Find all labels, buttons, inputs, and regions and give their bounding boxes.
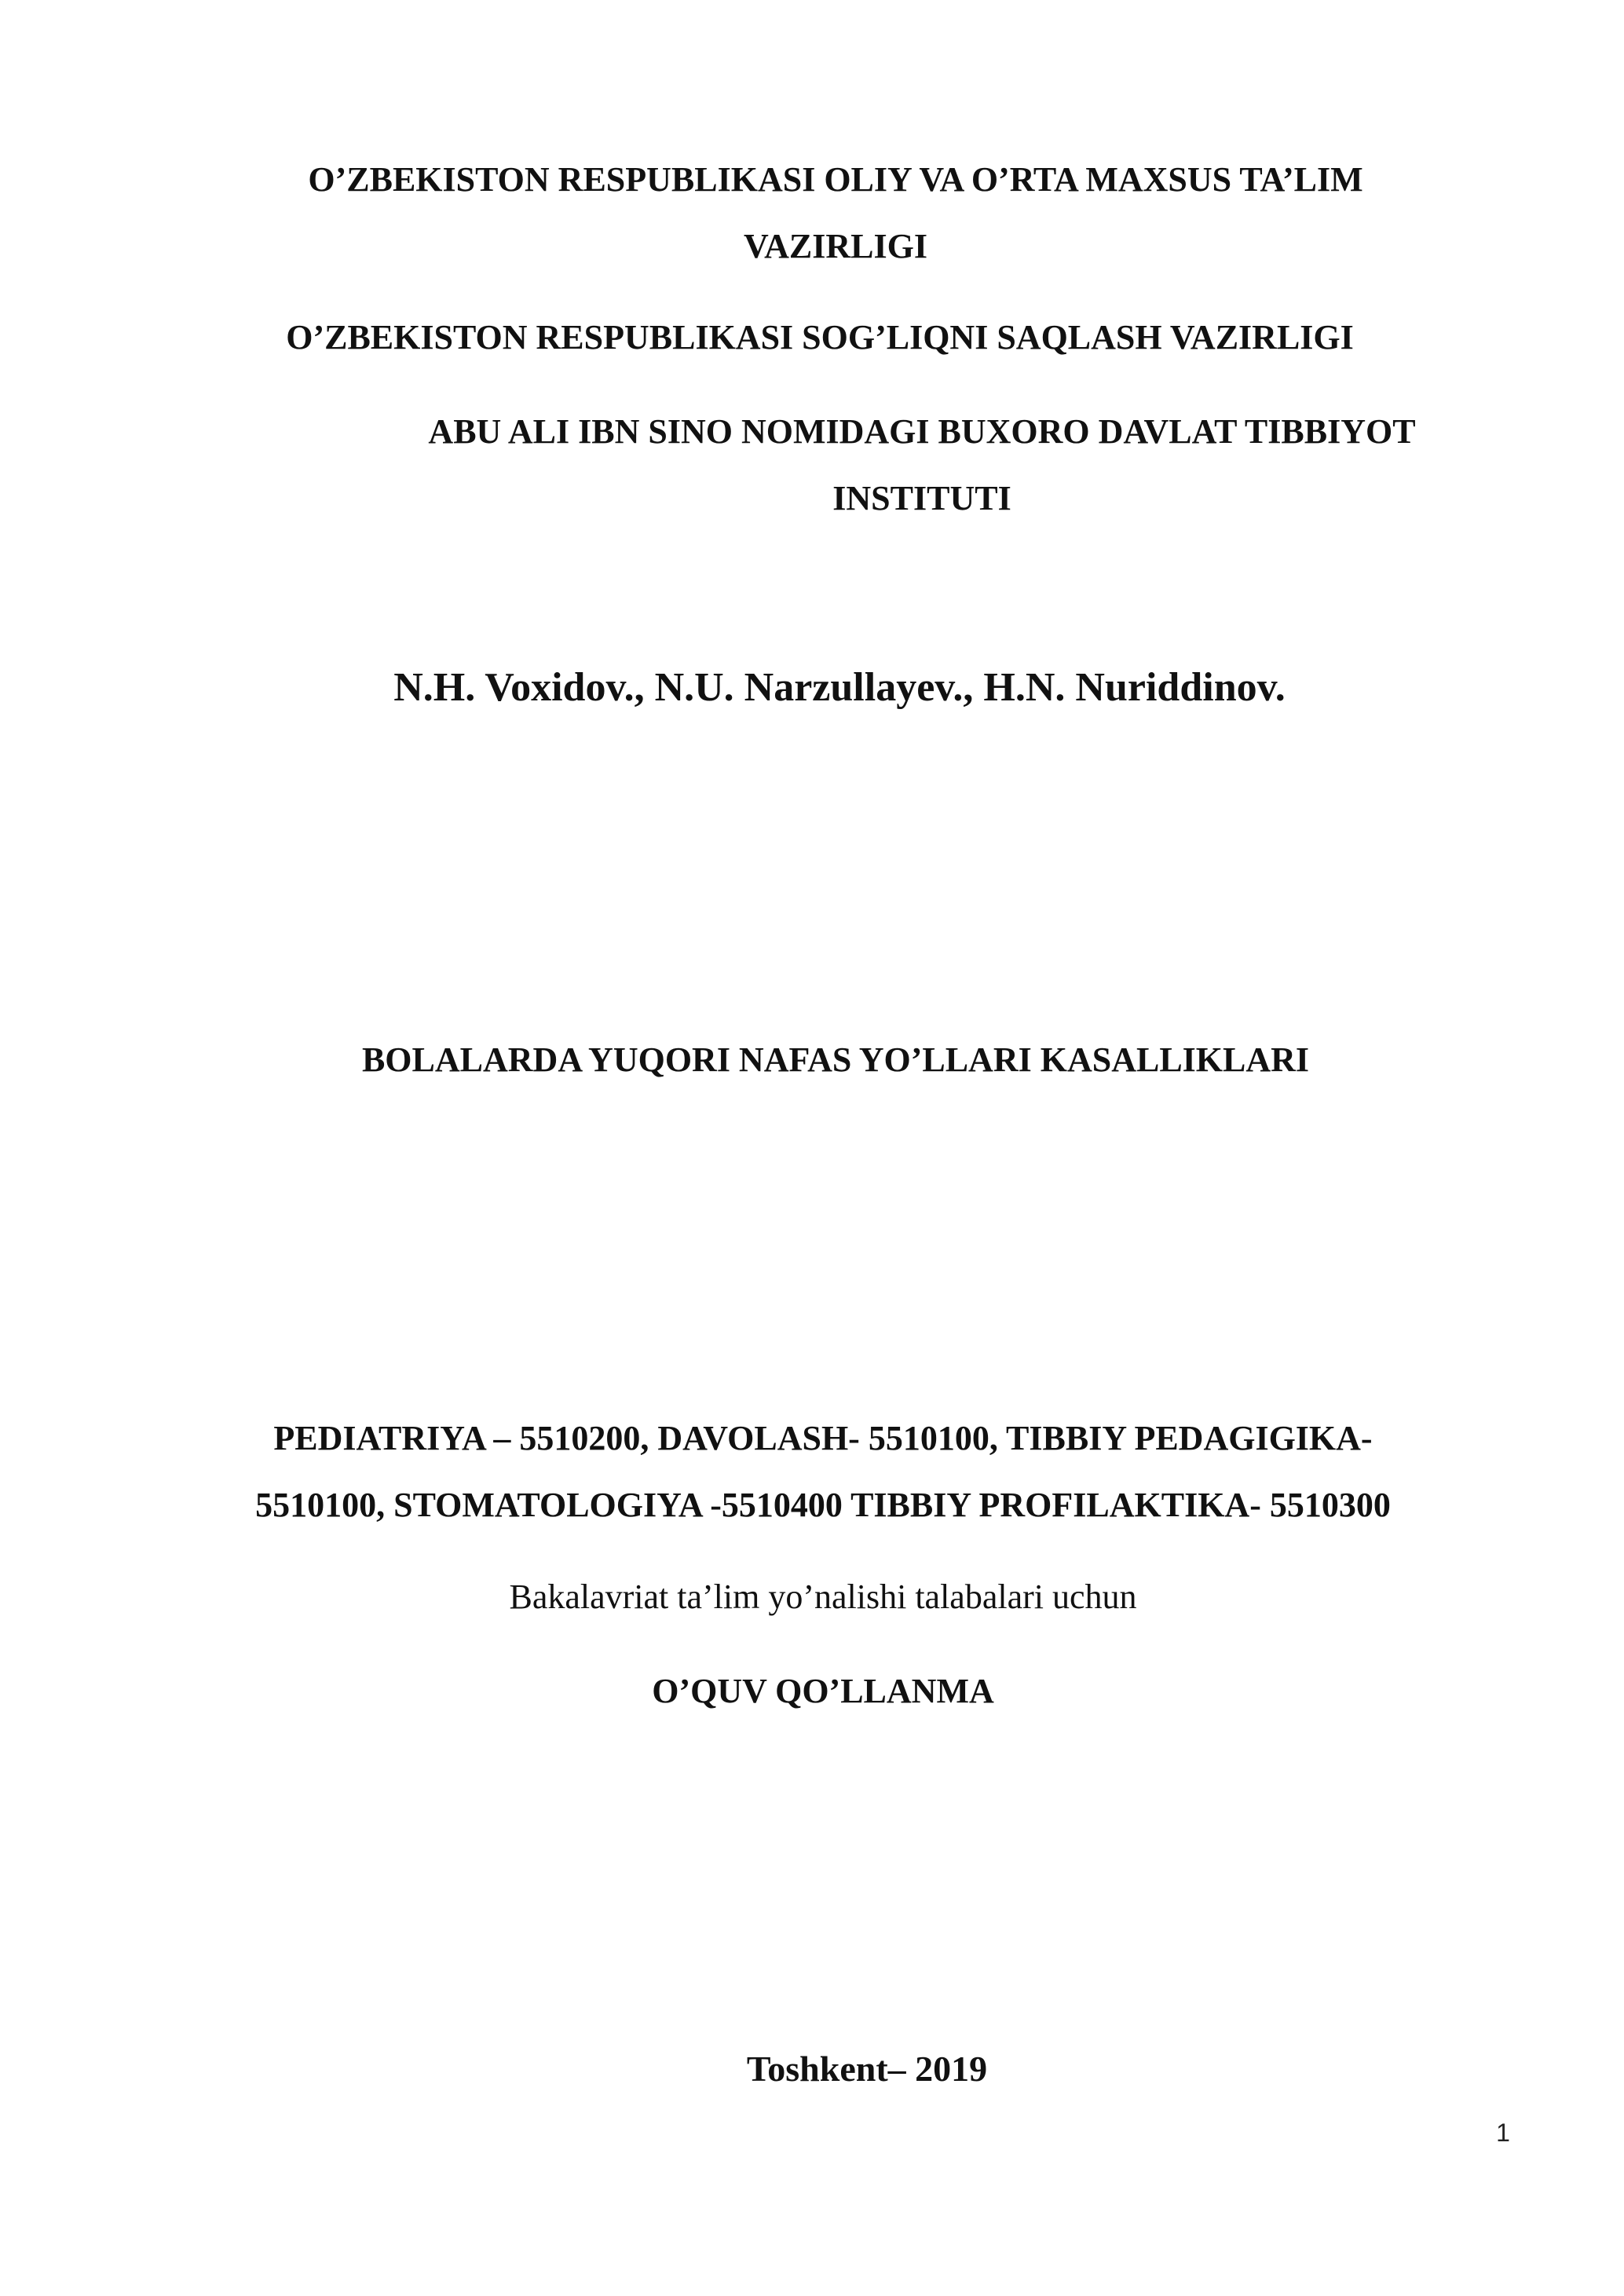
authors: N.H. Voxidov., N.U. Narzullayev., H.N. Nuriddinov.: [393, 665, 1286, 710]
ministry-heading-line-2: VAZIRLIGI: [744, 227, 927, 265]
book-title: BOLALARDA YUQORI NAFAS YO’LLARI KASALLIKLARI: [361, 1040, 1310, 1079]
health-ministry-heading: O’ZBEKISTON RESPUBLIKASI SOG’LIQNI SAQLASH VAZIRLIGI: [286, 318, 1354, 356]
place-and-year: Toshkent– 2019: [746, 2049, 988, 2089]
ministry-heading-line-1: O’ZBEKISTON RESPUBLIKASI OLIY VA O’RTA MAXSUS TA’LIM: [308, 160, 1363, 199]
institute-heading-line-1: ABU ALI IBN SINO NOMIDAGI BUXORO DAVLAT TIBBIYOT: [428, 412, 1416, 451]
audience-subtitle: Bakalavriat ta’lim yo’nalishi talabalari uchun: [509, 1578, 1137, 1616]
programs-line-2: 5510100, STOMATOLOGIYA -5510400 TIBBIY PROFILAKTIKA- 5510300: [255, 1486, 1391, 1524]
programs-line-1: PEDIATRIYA – 5510200, DAVOLASH- 5510100, TIBBIY PEDAGIGIKA-: [273, 1419, 1373, 1457]
document-type: O’QUV QO’LLANMA: [652, 1672, 994, 1710]
institute-heading-line-2: INSTITUTI: [832, 479, 1011, 517]
page-number: 1: [1496, 2119, 1510, 2147]
